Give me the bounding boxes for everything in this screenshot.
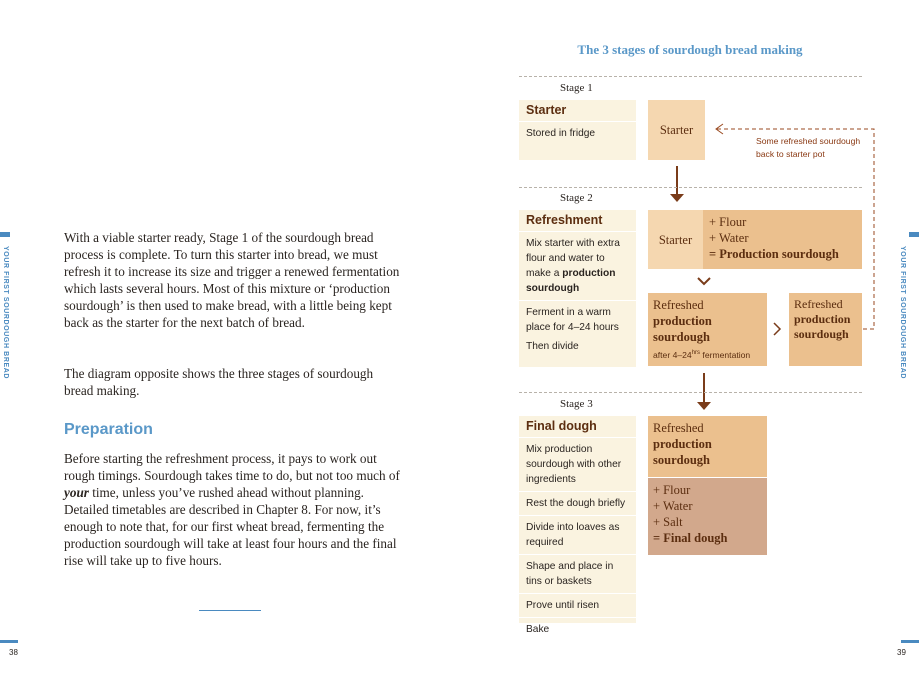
chevron-right-icon — [772, 321, 782, 337]
stage3-step-prove: Prove until risen — [519, 594, 636, 618]
stage1-divider — [519, 76, 862, 77]
stage2-divider — [519, 187, 862, 188]
stage2-result: = Production sourdough — [709, 247, 839, 261]
stage2-fermentation-note — [653, 347, 762, 361]
section-end-rule — [199, 610, 261, 611]
stage1-label: Stage 1 — [560, 82, 593, 94]
stage2-refreshed-box — [648, 293, 767, 366]
fermentation-word: fermentation — [700, 349, 751, 360]
right-running-head: YOUR FIRST SOURDOUGH BREAD — [899, 246, 906, 380]
stage2-add-flour: + Flour — [709, 215, 747, 229]
left-page-number: 38 — [9, 648, 18, 657]
stage3-add-water: + Water — [653, 499, 693, 513]
stage3-divider — [519, 392, 862, 393]
stage1-panel-title: Starter — [519, 100, 636, 122]
preparation-emphasis: your — [64, 485, 89, 500]
stage3-refreshed-box — [648, 416, 767, 477]
stage3-step-rest: Rest the dough briefly — [519, 492, 636, 516]
stage2-refreshed-bold: production sourdough — [653, 314, 712, 344]
stage2-split-box — [789, 293, 862, 366]
return-loop-note: Some refreshed sourdough back to starter pot — [756, 136, 861, 159]
stage3-ingredients-box — [648, 478, 767, 555]
stage2-split-label: Refreshed — [794, 297, 843, 311]
stage2-step-mix-text: Mix starter with extra flour and water to make a — [526, 238, 620, 279]
stage1-panel — [519, 100, 636, 160]
chevron-down-icon — [696, 276, 712, 286]
arrow-stage2-head — [697, 402, 711, 410]
stage2-label: Stage 2 — [560, 192, 593, 204]
stage3-add-salt: + Salt — [653, 515, 683, 529]
right-page-tab — [901, 640, 919, 643]
diagram-title: The 3 stages of sourdough bread making — [577, 42, 803, 57]
intro-paragraph: With a viable starter ready, Stage 1 of the sourdough bread process is complete. To turn this starter into bread, we must refresh it to increase its size and trigger a renewed fermentation which lasts several hours. Most of this mixture or ‘production sourdough’ is then used to make bread, with a little being kept back as the starter for the next batch of bread. — [64, 230, 400, 330]
stage2-starter-box: Starter — [648, 210, 703, 269]
stage3-add-flour: + Flour — [653, 483, 691, 497]
stage2-ingredients-box — [703, 210, 862, 269]
stage1-starter-box: Starter — [648, 100, 705, 160]
fermentation-time: after 4–24 — [653, 349, 692, 360]
stage3-result: = Final dough — [653, 531, 728, 545]
stage2-panel-title: Refreshment — [519, 210, 636, 232]
preparation-heading: Preparation — [64, 421, 153, 438]
stage1-step: Stored in fridge — [526, 128, 596, 139]
left-page-tab — [0, 640, 18, 643]
right-edge-tab — [909, 232, 919, 237]
arrow-stage1-shaft — [676, 166, 678, 194]
stage3-panel — [519, 416, 636, 635]
arrow-stage1-head — [670, 194, 684, 202]
stage3-refreshed-bold: production sourdough — [653, 437, 712, 467]
stage3-step-mix: Mix production sourdough with other ingredients — [519, 438, 636, 492]
stage2-step-divide: Then divide — [526, 341, 579, 352]
stage3-panel-title: Final dough — [519, 416, 636, 438]
right-page-number: 39 — [897, 648, 906, 657]
preparation-paragraph — [64, 450, 404, 569]
stage3-step-shape: Shape and place in tins or baskets — [519, 555, 636, 594]
stage2-step-ferment: Ferment in a warm place for 4–24 hours — [526, 307, 619, 333]
diagram-reference-paragraph: The diagram opposite shows the three stages of sourdough bread making. — [64, 366, 374, 398]
left-edge-tab — [0, 232, 10, 237]
preparation-text-end: time, unless you’ve rushed ahead without planning. Detailed timetables are described in Chapter 8. For now, it’s enough to note that, for our first wheat bread, fermenting the production sourdough will take at least four hours and the final rise will take up to five hours. — [64, 485, 397, 568]
stage2-step-mix-bold: production sourdough — [526, 268, 616, 294]
stage2-add-water: + Water — [709, 231, 749, 245]
stage3-refreshed-label: Refreshed — [653, 421, 704, 435]
stage3-step-divide: Divide into loaves as required — [519, 516, 636, 555]
stage3-step-bake: Bake — [526, 624, 550, 635]
stage3-label: Stage 3 — [560, 398, 593, 410]
fermentation-unit: hrs — [691, 350, 701, 356]
arrow-stage2-shaft — [703, 373, 705, 402]
stage2-split-bold: production sourdough — [794, 312, 851, 341]
stage2-step-mix — [519, 232, 636, 301]
left-running-head: YOUR FIRST SOURDOUGH BREAD — [2, 246, 9, 380]
stage2-refreshed-label: Refreshed — [653, 298, 704, 312]
preparation-text-start: Before starting the refreshment process, it pays to work out rough timings. Sourdough takes time to do, but not too much of — [64, 451, 400, 483]
stage2-panel — [519, 210, 636, 367]
